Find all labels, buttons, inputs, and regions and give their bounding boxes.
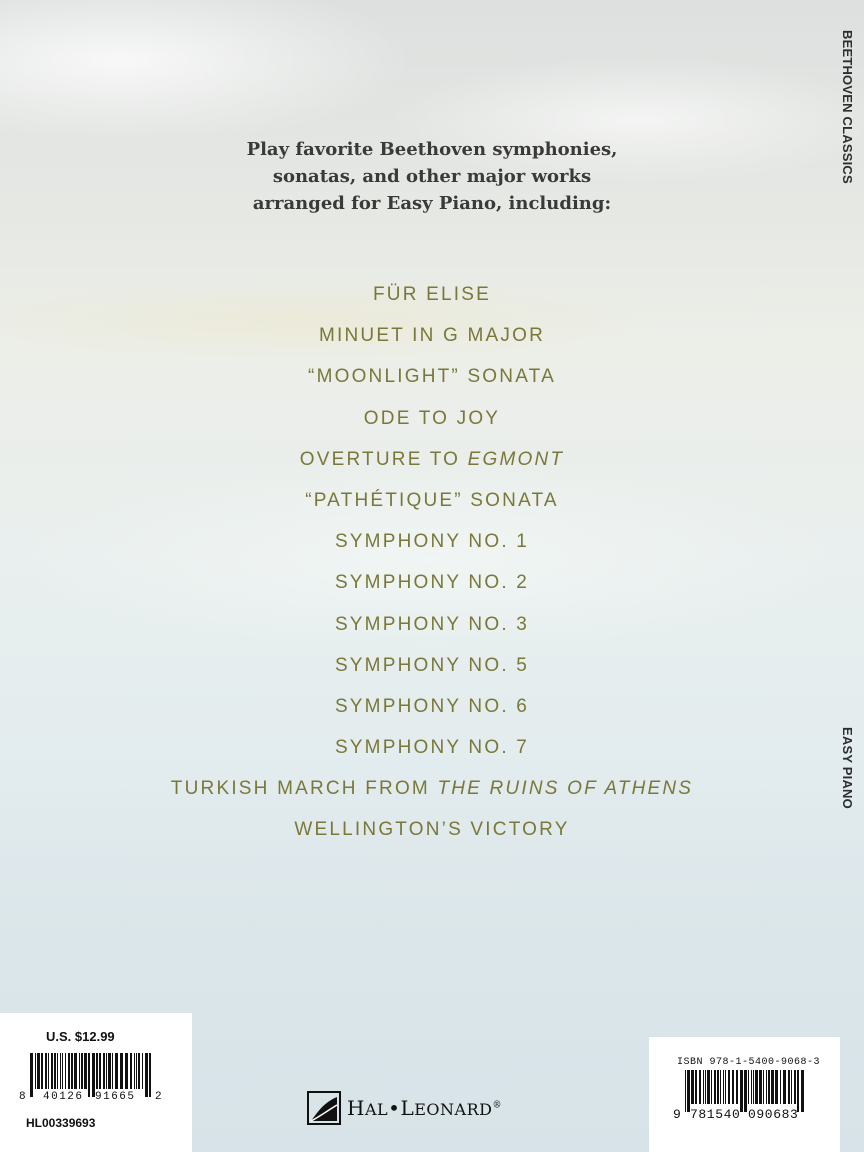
barcode-bar (751, 1070, 752, 1104)
upc-digits-left: 40126 (43, 1091, 84, 1103)
barcode-bar (732, 1070, 734, 1104)
upc-digits-right: 91665 (95, 1091, 136, 1103)
barcode-bar (771, 1070, 774, 1104)
barcode-bar (68, 1053, 70, 1089)
barcode-bar (768, 1070, 770, 1104)
ean-digits-left: 781540 (690, 1107, 741, 1122)
barcode-bar (35, 1053, 36, 1089)
barcode-bar (45, 1053, 47, 1089)
barcode-bar (703, 1070, 704, 1104)
barcode-bar (711, 1070, 712, 1104)
barcode-bar (691, 1070, 694, 1104)
barcode-bar (740, 1070, 743, 1112)
intro-line-2: sonatas, and other major works (272, 166, 592, 187)
barcode-bar (81, 1053, 83, 1089)
barcode-bar (103, 1053, 105, 1089)
barcode-bar (60, 1053, 61, 1089)
song-item: TURKISH MARCH FROM THE RUINS OF ATHENS (170, 778, 694, 800)
barcode-bar (753, 1070, 754, 1104)
barcode-bar (74, 1053, 77, 1089)
barcode-bar (79, 1053, 80, 1089)
song-item: “PATHÉTIQUE” SONATA (305, 489, 559, 511)
price-panel (0, 1013, 192, 1152)
barcode-bar (138, 1053, 140, 1089)
barcode-bar (134, 1053, 135, 1089)
intro-line-3: arranged for Easy Piano, including: (252, 193, 612, 214)
barcode-bar (685, 1070, 686, 1112)
barcode-bar (759, 1070, 762, 1104)
barcode-bar (705, 1070, 706, 1104)
song-item: OVERTURE TO EGMONT (299, 448, 565, 470)
barcode-bar (714, 1070, 716, 1104)
barcode-bar (766, 1070, 767, 1104)
isbn-label: ISBN 978-1-5400-9068-3 (677, 1057, 821, 1068)
song-item: SYMPHONY NO. 2 (334, 572, 530, 594)
barcode-bar (130, 1053, 132, 1089)
barcode-bar (780, 1070, 781, 1104)
barcode-bar (687, 1070, 690, 1112)
spine-series: EASY PIANO (840, 727, 855, 809)
barcode-bar (84, 1053, 87, 1089)
barcode-bar (96, 1053, 98, 1089)
barcode-bar (99, 1053, 101, 1089)
barcode-bar (775, 1070, 778, 1104)
barcode-bar (791, 1070, 792, 1104)
song-item: “MOONLIGHT” SONATA (308, 366, 556, 388)
upc-digit-last: 2 (155, 1091, 162, 1103)
barcode-bar (736, 1070, 738, 1104)
barcode-bar (783, 1070, 786, 1104)
song-item: SYMPHONY NO. 1 (334, 531, 530, 553)
barcode-bar (763, 1070, 764, 1104)
barcode-bar (136, 1053, 137, 1089)
barcode-bar (51, 1053, 53, 1089)
barcode-bar (699, 1070, 701, 1104)
barcode-bar (728, 1070, 730, 1104)
barcode-bar (725, 1070, 726, 1104)
price-label: U.S. $12.99 (46, 1029, 115, 1044)
barcode-bar (65, 1053, 66, 1089)
barcode-bar (797, 1070, 799, 1112)
barcode-bar (717, 1070, 719, 1104)
song-item: SYMPHONY NO. 3 (334, 613, 530, 635)
barcode-bar (30, 1053, 33, 1097)
song-item: ODE TO JOY (363, 407, 501, 429)
ean-digits-right: 090683 (748, 1107, 799, 1122)
barcode-bar (788, 1070, 790, 1104)
barcode-bar (145, 1053, 148, 1097)
barcode-bar (744, 1070, 747, 1112)
barcode-bar (149, 1053, 151, 1097)
barcode-bar (723, 1070, 724, 1104)
barcode-bar (801, 1070, 804, 1112)
intro-line-1: Play favorite Beethoven symphonies, (246, 139, 618, 160)
song-item: FÜR ELISE (373, 284, 491, 305)
song-item: WELLINGTON’S VICTORY (294, 819, 570, 841)
barcode-bar (707, 1070, 710, 1104)
barcode-bar (54, 1053, 56, 1089)
barcode-bar (112, 1053, 113, 1089)
ean-digit-first: 9 (673, 1107, 681, 1122)
item-code: HL00339693 (26, 1116, 96, 1130)
song-list (0, 281, 864, 858)
barcode-bar (794, 1070, 796, 1104)
song-item: SYMPHONY NO. 6 (334, 695, 530, 717)
barcode-bar (41, 1053, 43, 1089)
barcode-bar (71, 1053, 73, 1089)
barcode-bar (755, 1070, 758, 1104)
barcode-bar (115, 1053, 118, 1089)
isbn-panel (649, 1037, 840, 1152)
song-item: SYMPHONY NO. 5 (334, 654, 530, 676)
barcode-bar (37, 1053, 40, 1089)
barcode-bar (142, 1053, 143, 1089)
barcode-bar (88, 1053, 90, 1097)
publisher-logo (307, 1088, 502, 1128)
barcode-bar (120, 1053, 123, 1089)
song-item: SYMPHONY NO. 7 (334, 737, 530, 759)
barcode-bar (720, 1070, 721, 1104)
publisher-name: HAL•LEONARD® (347, 1096, 502, 1120)
barcode-bar (62, 1053, 63, 1089)
upc-digit-first: 8 (19, 1091, 26, 1103)
song-item: MINUET IN G MAJOR (319, 325, 545, 347)
barcode-bar (57, 1053, 58, 1089)
barcode-bar (106, 1053, 107, 1089)
barcode-bar (48, 1053, 49, 1089)
barcode-bar (695, 1070, 697, 1104)
intro-blurb (0, 136, 864, 217)
barcode-bar (748, 1070, 749, 1104)
barcode-bar (125, 1053, 128, 1089)
spine-title: BEETHOVEN CLASSICS (840, 30, 855, 184)
hal-leonard-logo-icon (307, 1091, 341, 1125)
barcode-bar (108, 1053, 111, 1089)
